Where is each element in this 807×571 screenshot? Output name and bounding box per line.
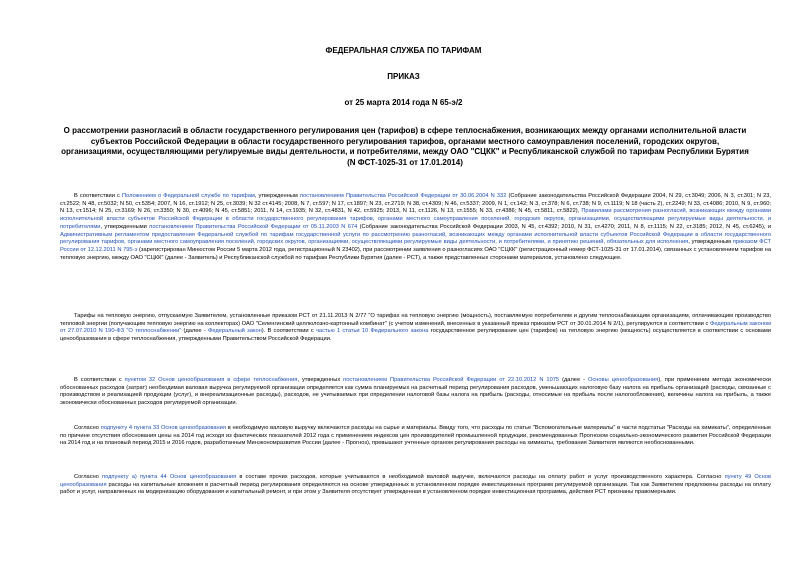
link-pricing-basis[interactable]: Основы ценообразования [587, 377, 659, 383]
paragraph-text: ). В соответствии с [261, 328, 316, 335]
paragraph-text: (зарегистрирован Минюстом России 5 марта 2012 года, регистрационный N 23402), при рассмотрении заявления о разногласиях ОАО "СЦКК" (регистрационный номер ФСТ-1025-31 от 17.01.2014), связанных с установлением тарифов на тепловую энергию, между ОАО "СЦКК" (далее - Заявитель) и Республиканской службой по тарифам Республики Бурятия (далее - РСТ), а также представленных сторонами материалов, установлено следующее. [60, 246, 771, 261]
paragraph-text: ), при применении метода экономически обоснованных расходов (затрат) необходимая валовая выручка регулируемой организации определяется как сумма планируемых на расчетный период регулирования расходов, уменьшающих налоговую базу налога на прибыль организаций (расходы, связанные с производством и реализацией продукции (услуг), и внереализационные расходы), расходов, не учитываемых при определении налоговой базы налога на прибыль (расходы, относимые на прибыль после налогообложения), величины налога на прибыль, а также экономически обоснованных расходов регулируемой организации. [60, 377, 771, 407]
link-article-10[interactable]: частью 1 статьи 10 Федерального закона [315, 328, 429, 335]
paragraph-text: Согласно [74, 474, 102, 480]
link-government-decree-1075[interactable]: постановлением Правительства Российской Федерации от 22.10.2012 N 1075 [343, 377, 560, 383]
link-clause-33[interactable]: подпункту 4 пункта 33 Основ ценообразования [100, 425, 226, 431]
paragraph-text: (Собрание законодательства Российской Федерации 2003, N 45, ст.4392; 2010, N 31, ст.4270; 2011, N 8, ст.1115; N 22, ст.3185; 2012, N 45, ст.6245), и [357, 223, 771, 230]
paragraph-text: В соответствии с [74, 193, 122, 199]
paragraph-text: Тарифы на тепловую энергию, отпускаемую Заявителем, установленные приказом РСТ от 21.11.2013 N 2/77 "О тарифах на тепловую энергию (мощность), поставляемую потребителям и другим теплоснабжающим организациям, оплачивающим производство тепловой энергии (получающим тепловую энергию на коллекторах) ОАО "Селенгинский целлюлозно-картонный комбинат" (с учетом изменений, внесенных в указанный приказ приказом РСТ от 30.01.2014 N 2/1), регулируются в соответствии с [60, 313, 771, 327]
paragraph-text: расходы на капитальные вложения в расчетный период регулирования определяются на основе утвержденных в установленном порядке инвестиционных программ регулируемой организации. Так как Заявителем предложены расходы на оплату работ и услуг, направленных на модернизацию оборудования и капитальный ремонт, и при этом у Заявителя отсутствует утвержденная в установленном порядке инвестиционная программа, действия РСТ признаны правомерными. [60, 481, 771, 496]
paragraph-legal-basis [60, 193, 771, 262]
paragraph-text: , утвержденным [688, 239, 733, 246]
document-date-number: от 25 марта 2014 года N 65-э/2 [344, 98, 463, 107]
paragraph-text: , утвержденными [100, 223, 150, 230]
agency-title: ФЕДЕРАЛЬНАЯ СЛУЖБА ПО ТАРИФАМ [325, 46, 482, 55]
paragraph-other-costs [60, 474, 771, 497]
paragraph-text: (далее - [559, 377, 588, 383]
link-fst-order-795[interactable]: приказом ФСТ России от 12.12.2011 N 795-э [60, 239, 772, 253]
link-disagreement-rules[interactable]: Правилами рассмотрения разногласий, возникающих между органами исполнительной власти субъектов Российской Федерации в области государственного регулирования тарифов, органами местного самоуправления поселений, городских округов, организациями, осуществляющими регулируемые виды деятельности, и потребителями [60, 208, 771, 230]
paragraph-text: , утвержденных [297, 377, 344, 383]
link-federal-law[interactable]: Федеральный закон [208, 328, 262, 335]
paragraph-pricing-basis [60, 377, 771, 408]
paragraph-chemicals [60, 425, 771, 448]
link-federal-law-190[interactable]: Федеральным законом от 27.07.2010 N 190-ФЗ "О теплоснабжении" [60, 320, 771, 335]
paragraph-text: в необходимую валовую выручку включаются расходы на сырье и материалы. Ввиду того, что расходы по статье "Вспомогательные материалы" в части подстатьи "Расходы на химикаты", определенные по причине отсутствия обоснования цены на 2014 год исходя из фактических показателей 2012 года с применением индексов цен производителей промышленной продукции, рекомендованных Прогнозом социально-экономического развития Российской Федерации на 2014 год и на плановый период 2015 и 2016 годов, разработанным Минэкономразвития России (далее - Прогноз), превышают учтенные органом регулирования расходы на химикаты, требования Заявителя являются необоснованными. [60, 425, 771, 447]
paragraph-text: В соответствии с [74, 377, 125, 383]
paragraph-text: (далее - [181, 328, 208, 335]
document-subject: О рассмотрении разногласий в области государственного регулирования цен (тарифов) в сфере теплоснабжения, возникающих между органами исполнительной власти субъектов Российской Федерации в области государственного регулирования тарифов, органами местного самоуправления поселений, городских округов, организациями, осуществляющими регулируемые виды деятельности, и потребителями, между ОАО "СЦКК" и Республиканской службой по тарифам Республики Бурятия (N ФСТ-1025-31 от 17.01.2014) [61, 126, 749, 167]
link-regulation-fst[interactable]: Положением о Федеральной службе по тарифам [121, 193, 255, 199]
link-government-decree-332[interactable]: постановлением Правительства Российской Федерации от 30.06.2004 N 332 [299, 193, 507, 199]
link-clause-32[interactable]: пунктом 32 Основ ценообразования в сфере теплоснабжения [124, 377, 298, 383]
paragraph-text: Согласно [74, 425, 101, 431]
paragraph-text: (Собрание законодательства Российской Федерации 2004, N 29, ст.3049; 2006, N 3, ст.301; N 23, ст.2522; N 48, ст.5032; N 50, ст.5354; 2007, N 16, ст.1912; N 25, ст.3039; N 32 ст.4145; 2008, N 7, ст.597; N 17, ст.1897; N 23, ст.2719; N 38, ст.4309; N 46, ст.5337; 2009, N 1, ст.142; N 3, ст.378; N 6, ст.738; N 9, ст.1119; N 18 (часть 2), ст.2249; N 33, ст.4086; 2010, N 9, ст.960; N 13, ст.1514; N 25, ст.3169; N 26, ст.3350; N 30, ст.4096; N 45, ст.5851; 2011, N 14, ст.1935; N 32, ст.4831, N 42, ст.5925; 2013, N 11, ст.1126, N 13, ст.1555; N 33, ст.4386; N 45, ст.5811, ст.5822), [60, 193, 771, 215]
link-clause-44[interactable]: подпункту а) пункта 44 Основ ценообразования [102, 474, 237, 480]
link-clause-49[interactable]: пункту 49 Основ ценообразования [60, 474, 771, 488]
paragraph-text: в составе прочих расходов, которые учитываются в необходимой валовой выручке, включаются расходы на оплату работ и услуг производственного характера. Согласно [236, 474, 725, 480]
paragraph-text: государственное регулирование цен (тарифов) на тепловую энергию (мощность) осуществляется в соответствии с основами ценообразования в сфере теплоснабжения, утвержденными Правительством Российской Федерации. [60, 328, 771, 343]
paragraph-tariffs [60, 313, 771, 344]
link-government-decree-674[interactable]: постановлением Правительства Российской Федерации от 05.11.2003 N 674 [149, 223, 358, 230]
link-administrative-regulation[interactable]: Административным регламентом предоставления Федеральной службой по тарифам государственной услуги по рассмотрению разногласий, возникающих между органами исполнительной власти субъектов Российской Федерации в области государственного регулирования тарифов, органами местного самоуправления поселений, городских округов, организациями, осуществляющими регулируемые виды деятельности, и потребителями, и принятию решений, обязательных для исполнения [60, 231, 771, 246]
document-type: ПРИКАЗ [387, 72, 420, 81]
paragraph-text: , утвержденным [254, 193, 300, 199]
